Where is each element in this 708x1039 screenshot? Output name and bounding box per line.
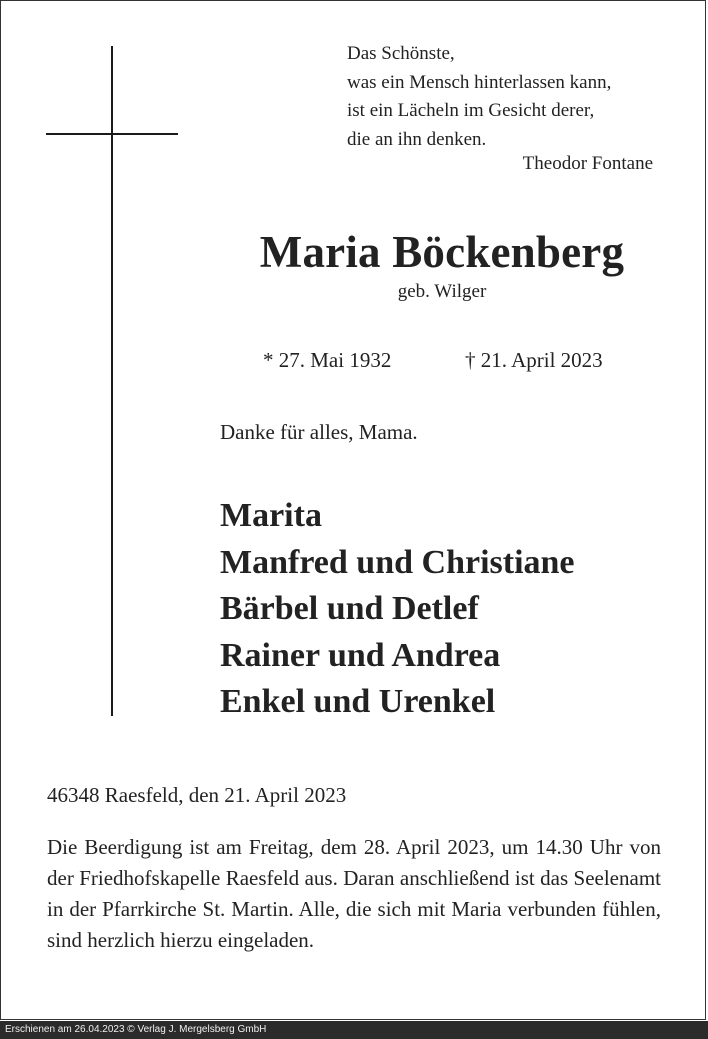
mourners-list [220, 493, 575, 726]
memorial-quote [347, 40, 611, 154]
quote-line: ist ein Lächeln im Gesicht derer, [347, 100, 595, 121]
birth-name: geb. Wilger [397, 281, 487, 302]
quote-line: die an ihn denken. [347, 128, 487, 150]
quote-line: Das Schönste, [347, 43, 455, 64]
cross-horizontal-bar [46, 133, 178, 135]
birth-date: * 27. Mai 1932 [263, 348, 392, 372]
mourner-name: Bärbel und Detlef [220, 590, 479, 627]
place-and-date: 46348 Raesfeld, den 21. April 2023 [47, 783, 347, 807]
death-date: † 21. April 2023 [465, 348, 603, 372]
mourner-name: Manfred und Christiane [220, 543, 575, 581]
cross-vertical-bar [111, 46, 113, 716]
mourner-name: Rainer und Andrea [220, 636, 501, 674]
deceased-name: Maria Böckenberg [259, 227, 625, 277]
funeral-details: Die Beerdigung ist am Freitag, dem 28. April 2023, um 14.30 Uhr von der Friedhofskapelle Raesfeld aus. Daran anschließend ist das Seelenamt in der Pfarrkirche St. Martin. Alle, die sich mit Maria verbunden fühlen, sind herzlich hierzu eingeladen. [47, 835, 661, 952]
quote-line: was ein Mensch hinterlassen kann, [347, 71, 612, 93]
publication-footer: Erschienen am 26.04.2023 © Verlag J. Mergelsberg GmbH [0, 1021, 708, 1039]
mourner-name: Enkel und Urenkel [220, 683, 496, 720]
thanks-line: Danke für alles, Mama. [220, 420, 418, 444]
quote-author: Theodor Fontane [522, 153, 653, 174]
mourner-name: Marita [220, 497, 322, 534]
